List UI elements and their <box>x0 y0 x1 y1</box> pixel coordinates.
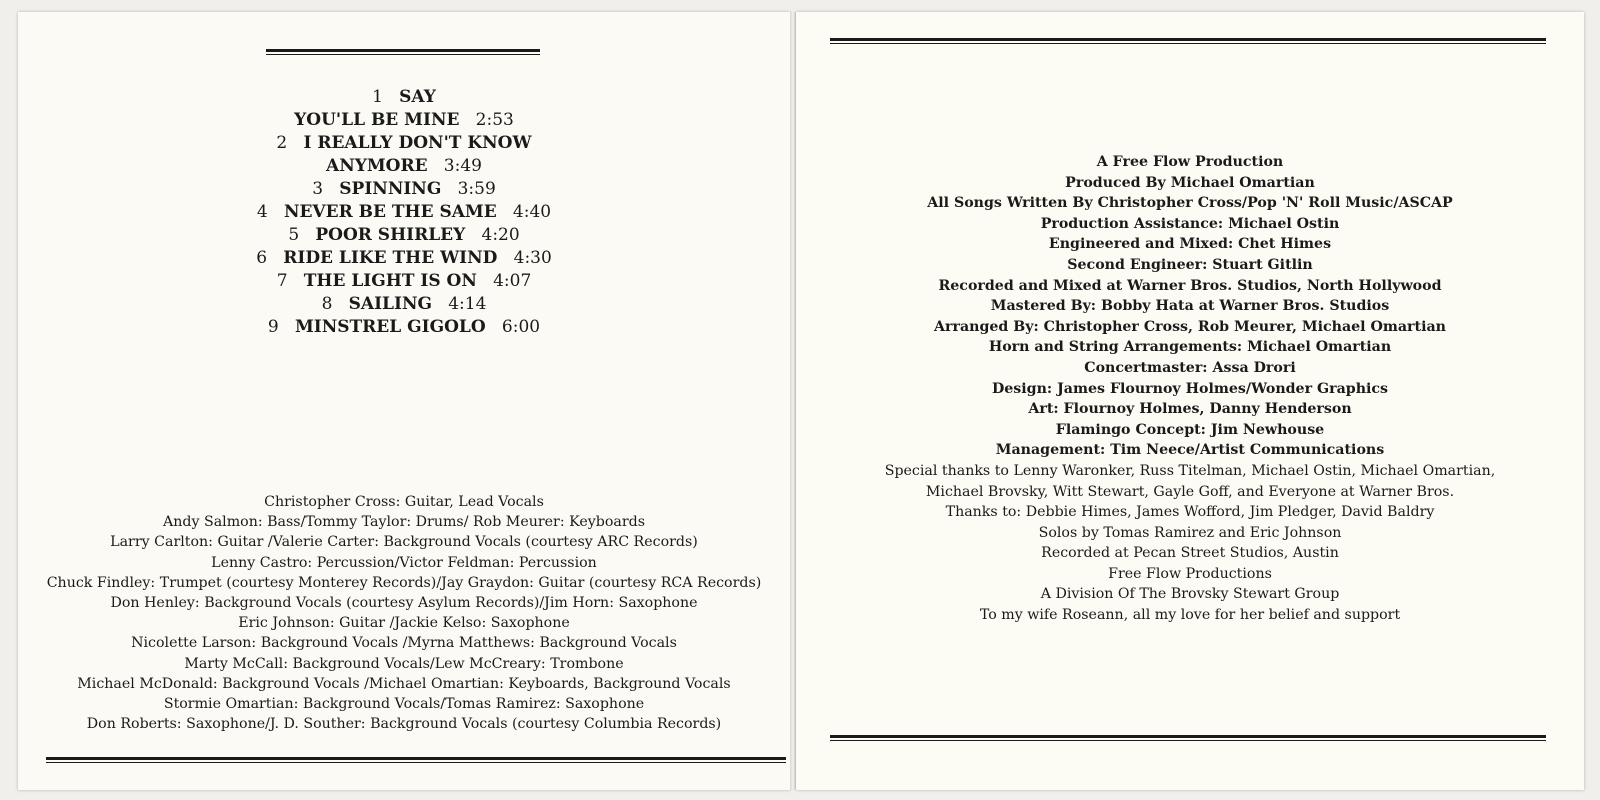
track-number: 1 <box>372 87 383 107</box>
credit-line: Arranged By: Christopher Cross, Rob Meurer, Michael Omartian <box>934 318 1446 335</box>
track-line <box>18 270 790 293</box>
credit-line: Thanks to: Debbie Himes, James Wofford, Jim Pledger, David Baldry <box>945 504 1435 521</box>
track-line <box>18 224 790 247</box>
track-duration: 4:14 <box>448 294 487 314</box>
track-title: ANYMORE <box>326 156 428 176</box>
credit-line: Free Flow Productions <box>1108 565 1272 582</box>
musician-credits <box>18 492 790 734</box>
track-title: I REALLY DON'T KNOW <box>303 133 532 153</box>
track-line <box>18 155 790 178</box>
credit-line: Production Assistance: Michael Ostin <box>1040 215 1340 232</box>
musician-credit: Lenny Castro: Percussion/Victor Feldman: Percussion <box>211 554 597 571</box>
tracklist <box>18 86 790 339</box>
track-number: 7 <box>276 271 288 291</box>
track-number: 8 <box>321 294 333 314</box>
musician-credit: Marty McCall: Background Vocals/Lew McCreary: Trombone <box>184 655 624 672</box>
track-duration: 4:30 <box>513 248 552 268</box>
track-line <box>18 201 790 224</box>
musician-credit: Chuck Findley: Trumpet (courtesy Monterey Records)/Jay Graydon: Guitar (courtesy RCA Records) <box>46 574 762 591</box>
musician-credit: Stormie Omartian: Background Vocals/Tomas Ramirez: Saxophone <box>163 696 645 713</box>
credit-line: Special thanks to Lenny Waronker, Russ Titelman, Michael Ostin, Michael Omartian, <box>884 462 1496 479</box>
track-title: SAY <box>399 87 436 107</box>
track-number: 5 <box>288 225 300 245</box>
track-number: 9 <box>267 317 279 337</box>
track-line <box>18 247 790 270</box>
musician-credit: Michael McDonald: Background Vocals /Michael Omartian: Keyboards, Background Vocals <box>77 675 731 692</box>
track-title: POOR SHIRLEY <box>315 225 466 245</box>
track-line <box>18 293 790 316</box>
track-number: 6 <box>256 248 268 268</box>
credit-line: To my wife Roseann, all my love for her belief and support <box>979 607 1401 624</box>
credit-line: Recorded and Mixed at Warner Bros. Studios, North Hollywood <box>938 277 1442 294</box>
track-title: THE LIGHT IS ON <box>303 271 477 291</box>
credit-line: Second Engineer: Stuart Gitlin <box>1067 256 1313 273</box>
musician-credit: Nicolette Larson: Background Vocals /Myrna Matthews: Background Vocals <box>131 635 677 652</box>
credit-line: All Songs Written By Christopher Cross/Pop 'N' Roll Music/ASCAP <box>927 195 1453 212</box>
musician-credit: Andy Salmon: Bass/Tommy Taylor: Drums/ Rob Meurer: Keyboards <box>163 514 645 531</box>
track-duration: 3:49 <box>443 156 482 176</box>
top-rule-right <box>830 38 1546 44</box>
track-line <box>18 316 790 339</box>
credit-line: Engineered and Mixed: Chet Himes <box>1048 236 1332 253</box>
track-title: NEVER BE THE SAME <box>283 202 497 222</box>
track-duration: 4:20 <box>481 225 520 245</box>
production-credits <box>796 152 1584 626</box>
track-line <box>18 109 790 132</box>
track-line <box>18 178 790 201</box>
musician-credit: Eric Johnson: Guitar /Jackie Kelso: Saxophone <box>238 615 570 632</box>
credit-line: Horn and String Arrangements: Michael Omartian <box>988 339 1392 356</box>
track-title: RIDE LIKE THE WIND <box>283 248 498 268</box>
track-title: SPINNING <box>339 179 442 199</box>
track-title: MINSTREL GIGOLO <box>294 317 486 337</box>
musician-credit: Don Henley: Background Vocals (courtesy Asylum Records)/Jim Horn: Saxophone <box>110 595 698 612</box>
track-number: 2 <box>276 133 288 153</box>
musician-credit: Don Roberts: Saxophone/J. D. Souther: Background Vocals (courtesy Columbia Records) <box>86 716 722 733</box>
right-page <box>796 12 1584 790</box>
track-line <box>18 86 790 109</box>
musician-credit: Christopher Cross: Guitar, Lead Vocals <box>264 494 544 510</box>
track-duration: 4:07 <box>493 271 532 291</box>
track-title: YOU'LL BE MINE <box>294 110 460 130</box>
left-page <box>18 12 790 790</box>
credit-line: Concertmaster: Assa Drori <box>1084 359 1296 376</box>
credit-line: A Division Of The Brovsky Stewart Group <box>1040 586 1340 603</box>
track-duration: 2:53 <box>475 110 514 130</box>
track-duration: 4:40 <box>512 202 552 222</box>
credit-line: Design: James Flournoy Holmes/Wonder Graphics <box>991 380 1389 397</box>
credit-line: Solos by Tomas Ramirez and Eric Johnson <box>1038 524 1342 541</box>
track-duration: 3:59 <box>457 179 496 199</box>
credit-line: Flamingo Concept: Jim Newhouse <box>1055 421 1325 438</box>
top-rule-left <box>266 49 540 55</box>
credit-line: A Free Flow Production <box>1096 154 1284 170</box>
bottom-rule-left <box>46 757 786 763</box>
track-duration: 6:00 <box>501 317 541 337</box>
musician-credit: Larry Carlton: Guitar /Valerie Carter: Background Vocals (courtesy ARC Records) <box>110 534 698 551</box>
track-line <box>18 132 790 155</box>
credit-line: Produced By Michael Omartian <box>1065 174 1315 191</box>
track-number: 3 <box>312 179 324 199</box>
credit-line: Michael Brovsky, Witt Stewart, Gayle Goff, and Everyone at Warner Bros. <box>925 483 1455 500</box>
track-number: 4 <box>256 202 268 222</box>
credit-line: Art: Flournoy Holmes, Danny Henderson <box>1028 401 1352 418</box>
credit-line: Mastered By: Bobby Hata at Warner Bros. Studios <box>990 298 1390 315</box>
bottom-rule-right <box>830 735 1546 741</box>
credit-line: Recorded at Pecan Street Studios, Austin <box>1041 545 1339 562</box>
credit-line: Management: Tim Neece/Artist Communications <box>995 442 1385 459</box>
track-title: SAILING <box>348 294 433 314</box>
